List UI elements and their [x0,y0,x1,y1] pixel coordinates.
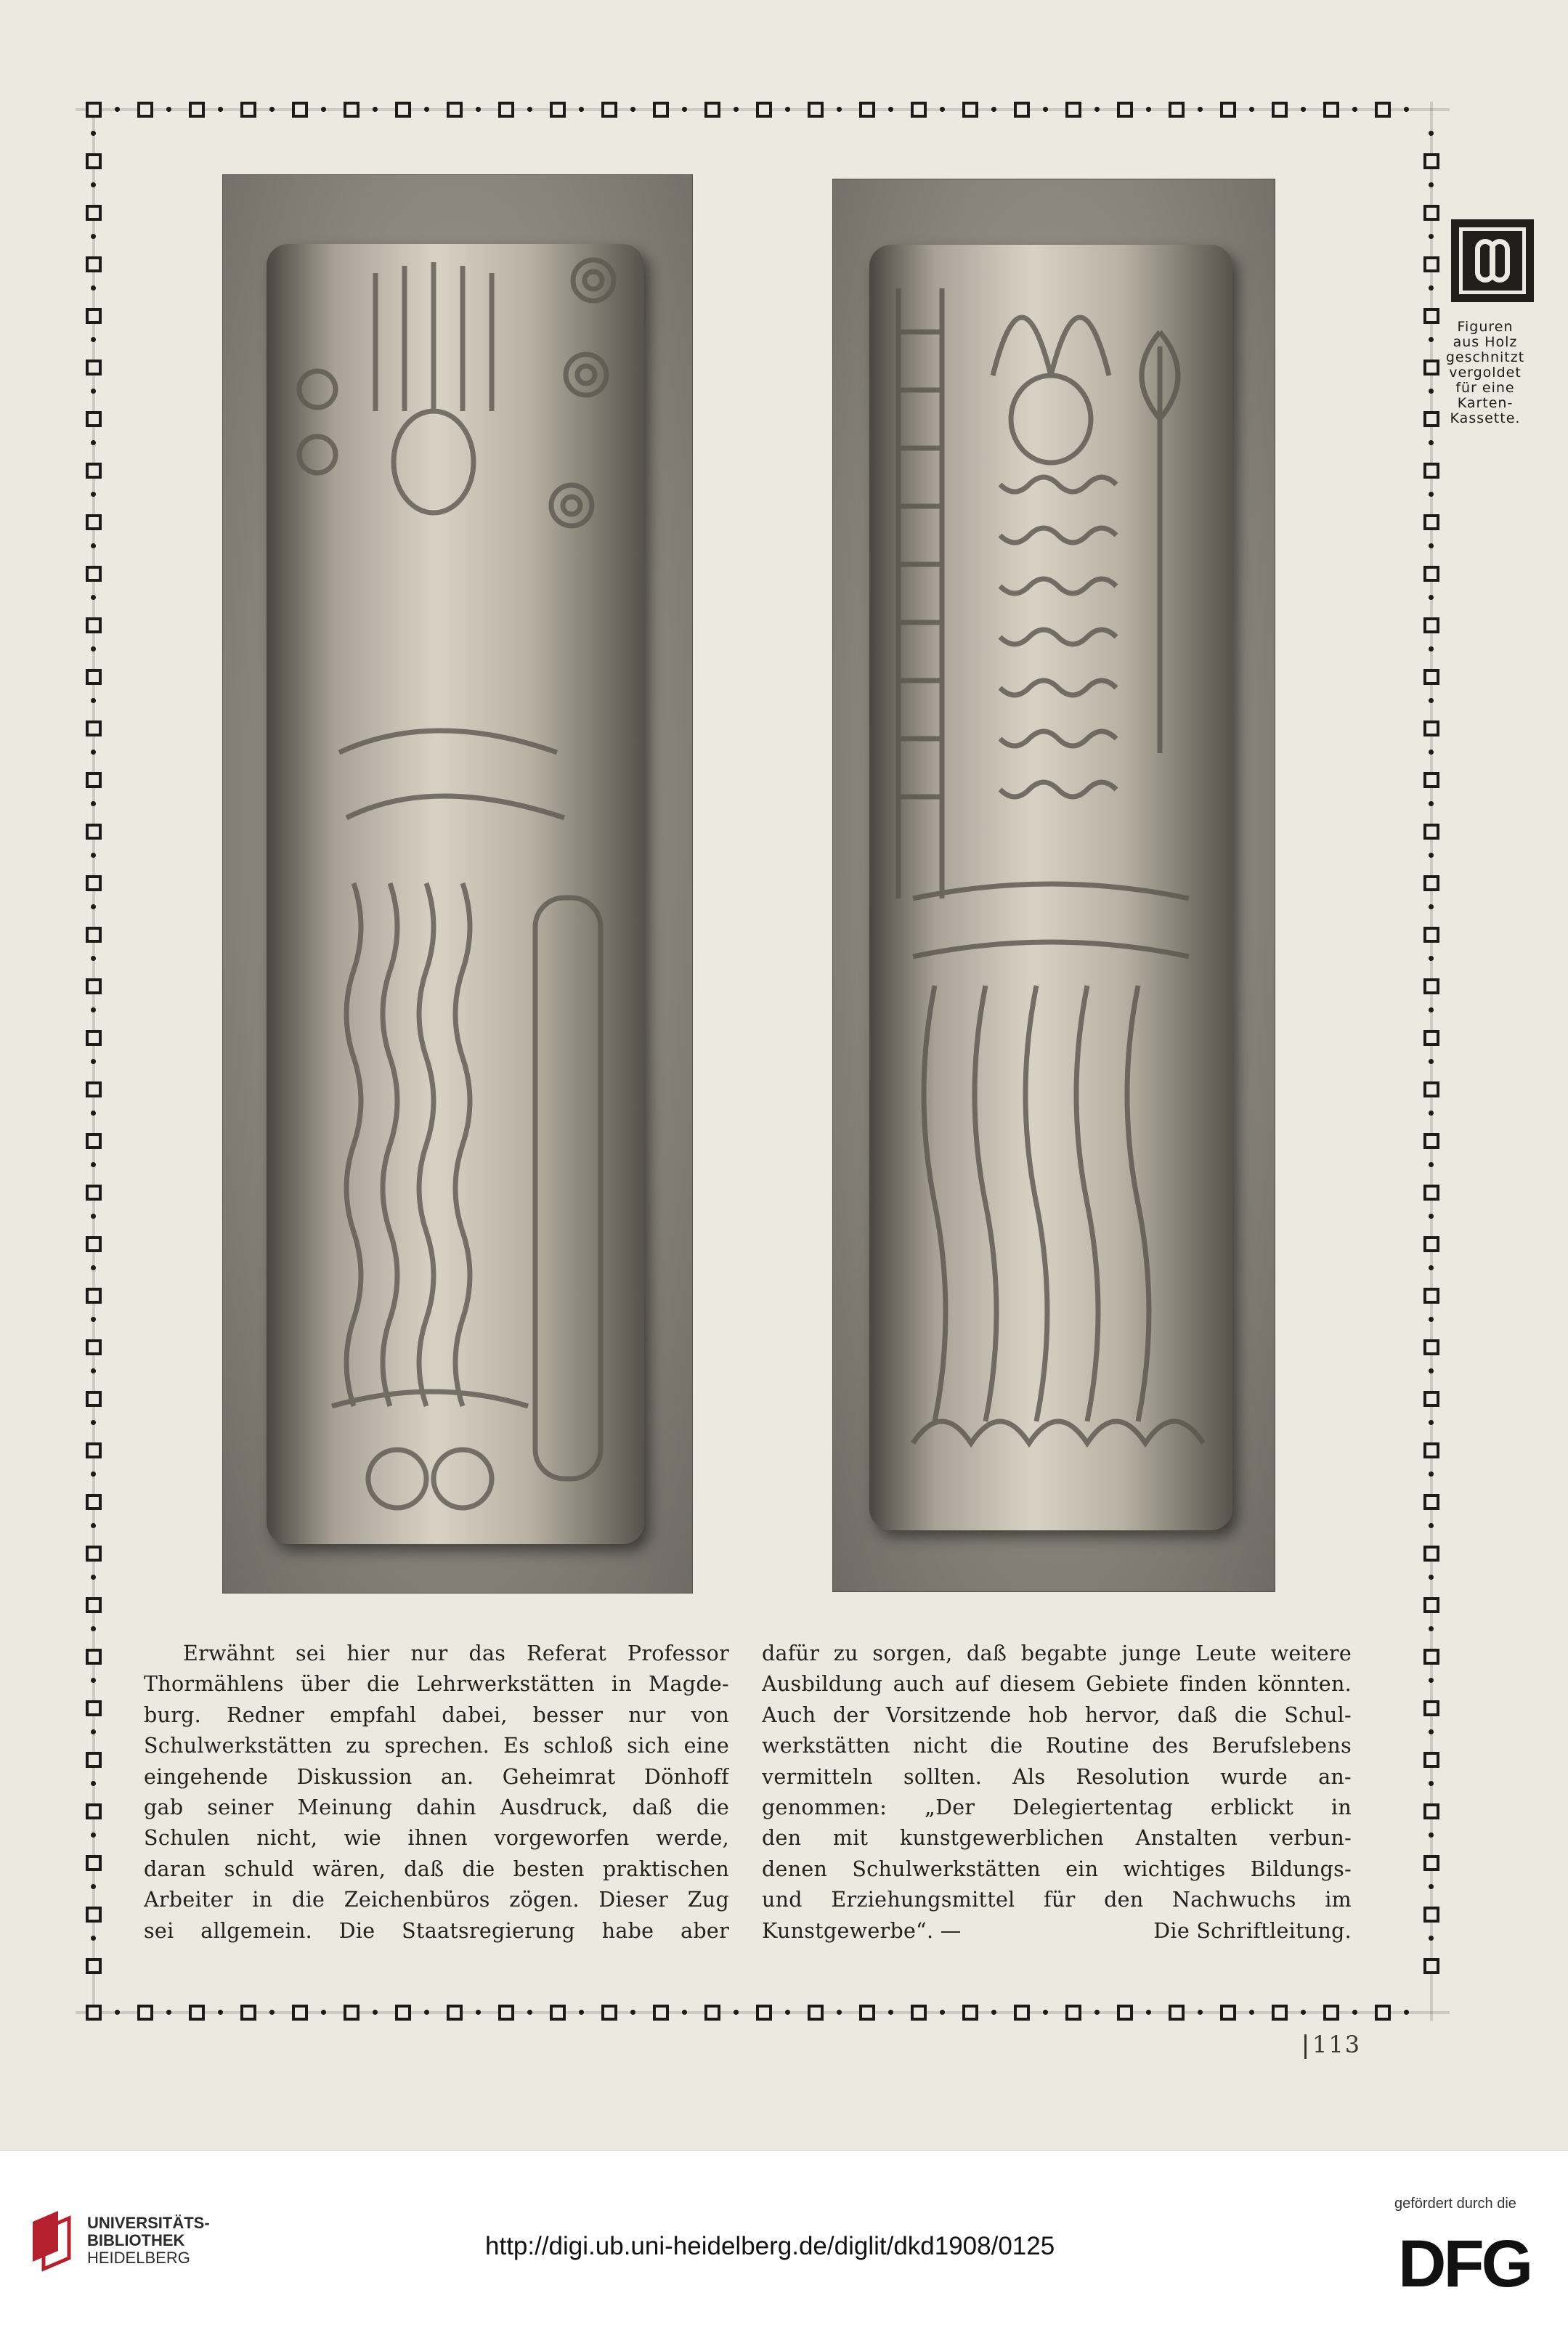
border-dot [1429,1936,1434,1941]
border-square [1423,824,1439,840]
border-dot [1043,107,1048,112]
border-square [498,2005,514,2021]
border-dot [579,2010,584,2015]
border-square [395,102,411,118]
border-dot [1043,2010,1048,2015]
border-square [1423,1391,1439,1407]
border-dot [888,2010,893,2015]
border-dot [91,698,96,703]
border-square [1323,2005,1339,2021]
border-dot [91,1523,96,1528]
border-dot [1301,2010,1306,2015]
border-square [1423,205,1439,221]
photo-left-queen [222,174,693,1594]
border-square [86,1236,102,1252]
border-square [86,1494,102,1510]
text-line: Ausbildung auch auf diesem Gebiete finden könnten. [762,1672,1352,1697]
border-square [704,2005,720,2021]
border-dot [91,131,96,136]
border-square [86,1288,102,1304]
library-name [87,2215,210,2267]
border-dot [91,1162,96,1167]
text-line: vermitteln sollten. Als Resolution wurde an- [762,1764,1352,1789]
border-dot [91,1884,96,1889]
border-square [1323,102,1339,118]
page-number: 113 [1304,2031,1361,2059]
border-square [86,308,102,324]
border-dot [1429,801,1434,806]
border-dot [1429,1523,1434,1528]
border-square [86,463,102,479]
border-dot [1429,1317,1434,1322]
border-square [1423,1700,1439,1716]
king-carving-relief [869,245,1232,1530]
image-caption [1434,320,1536,426]
border-square [86,1855,102,1871]
border-dot [1429,904,1434,909]
border-dot [218,107,223,112]
border-square [86,1907,102,1923]
border-square [808,2005,824,2021]
border-dot [1429,1575,1434,1580]
border-square [86,1597,102,1613]
border-dot [837,107,842,112]
border-dot [91,182,96,187]
digitization-footer [0,2150,1568,2330]
border-dot [91,1368,96,1373]
border-square [137,2005,153,2021]
border-square [1423,978,1439,994]
border-square [189,102,205,118]
library-name-line: BIBLIOTHEK [87,2231,185,2249]
text-line: und Erziehungsmittel für den Nachwuchs im [762,1888,1352,1912]
border-dot [91,389,96,394]
caption-line: für eine [1455,380,1515,396]
caption-line: Figuren [1457,319,1514,335]
library-name-line: HEIDELBERG [87,2249,190,2267]
border-square [498,102,514,118]
border-square [704,102,720,118]
text-line: dafür zu sorgen, daß begabte junge Leute weitere [762,1641,1352,1665]
border-square [86,360,102,376]
border-dot [1429,182,1434,187]
border-dot [91,543,96,548]
border-dot [1429,285,1434,291]
border-square [653,2005,669,2021]
border-square [86,824,102,840]
border-dot [218,2010,223,2015]
border-square [86,875,102,891]
border-square [86,1185,102,1201]
border-square [86,153,102,169]
border-dot [424,107,429,112]
border-dot [91,1111,96,1116]
border-dot [373,107,378,112]
border-dot [91,1575,96,1580]
border-dot [269,107,275,112]
border-square [1423,256,1439,272]
border-square [1423,1236,1439,1252]
border-square [1169,102,1185,118]
border-dot [91,440,96,445]
border-square [1014,102,1030,118]
border-square [86,411,102,427]
border-square [86,720,102,736]
text-line: Thormählens über die Lehrwerkstätten in Magde- [144,1672,729,1697]
border-dot [91,1626,96,1631]
border-dot [91,595,96,600]
border-square [1423,1752,1439,1768]
caption-line: Karten- [1457,395,1514,411]
border-square [1423,463,1439,479]
border-dot [1429,853,1434,858]
border-square [292,102,308,118]
border-square [86,514,102,530]
border-dot [1429,1884,1434,1889]
border-dot [1429,1678,1434,1683]
border-dot [1301,107,1306,112]
border-dot [785,2010,790,2015]
border-dot [91,1472,96,1477]
border-square [447,102,463,118]
border-dot [1429,956,1434,961]
border-square [1423,1803,1439,1819]
text-line: denen Schulwerkstätten ein wichtiges Bildungs- [762,1856,1352,1881]
border-square [1423,1907,1439,1923]
border-square [86,1700,102,1716]
border-dot [1429,389,1434,394]
caption-line: Kassette. [1450,410,1521,426]
border-square [550,102,566,118]
border-square [1014,2005,1030,2021]
border-dot [1429,1214,1434,1219]
border-square [1220,102,1236,118]
border-square [1423,669,1439,685]
border-dot [1429,595,1434,600]
border-dot [91,1265,96,1270]
text-line: gab seiner Meinung dahin Ausdruck, daß die [144,1795,729,1819]
border-dot [1404,2010,1409,2015]
border-square [86,1391,102,1407]
border-square [1375,2005,1391,2021]
border-square [292,2005,308,2021]
border-dot [321,2010,326,2015]
border-dot [527,107,532,112]
text-line: Schulwerkstätten zu sprechen. Es schloß sich eine [144,1734,729,1758]
border-dot [91,904,96,909]
signature: Die Schriftleitung. [1153,1918,1352,1943]
text-column-left [144,1639,729,1947]
dfg-logo: DFG [1398,2227,1531,2301]
border-dot [1429,1729,1434,1734]
border-dot [1429,1059,1434,1064]
border-square [86,978,102,994]
text-line: werkstätten nicht die Routine des Berufslebens [762,1734,1352,1758]
border-dot [1146,107,1151,112]
border-dot [1429,1162,1434,1167]
border-square [1423,566,1439,582]
border-dot [476,2010,481,2015]
border-dot [1198,2010,1203,2015]
border-square [1065,102,1081,118]
border-dot [91,1007,96,1012]
border-dot [579,107,584,112]
border-dot [1429,543,1434,548]
closing-line [762,1916,1352,1947]
border-square [808,102,824,118]
border-square [86,1649,102,1665]
text-column-right [762,1639,1352,1947]
border-square [447,2005,463,2021]
border-dot [91,1678,96,1683]
border-dot [91,1936,96,1941]
border-dot [91,285,96,291]
border-square [86,1030,102,1046]
border-square [1423,1958,1439,1974]
border-square [86,1339,102,1355]
source-url-link[interactable]: http://digi.ub.uni-heidelberg.de/diglit/dkd1908/0125 [485,2232,1055,2260]
border-dot [837,2010,842,2015]
photo-right-king [832,179,1275,1592]
border-square [1423,1030,1439,1046]
border-dot [1429,492,1434,497]
text-line: Schulen nicht, wie ihnen vorgeworfen werde, [144,1826,729,1851]
border-square [1423,617,1439,633]
border-dot [1429,1626,1434,1631]
border-square [1117,2005,1133,2021]
border-dot [940,107,945,112]
border-dot [91,1214,96,1219]
border-dot [734,107,739,112]
university-library-logo-icon [29,2207,73,2273]
border-square [1423,1081,1439,1097]
border-dot [1429,1111,1434,1116]
border-dot [115,2010,120,2015]
border-dot [1146,2010,1151,2015]
border-square [601,2005,617,2021]
text-line: Kunstgewerbe“. — [762,1918,962,1943]
border-dot [91,750,96,755]
border-dot [682,2010,687,2015]
border-square [86,1958,102,1974]
funding-label: gefördert durch die [1394,2196,1516,2212]
border-dot [424,2010,429,2015]
queen-carving-relief [267,244,644,1544]
border-dot [91,801,96,806]
border-dot [1429,337,1434,342]
text-line: Erwähnt sei hier nur das Referat Professor [183,1641,729,1665]
border-square [344,102,359,118]
text-line: eingehende Diskussion an. Geheimrat Dönhoff [144,1764,729,1789]
border-dot [91,1729,96,1734]
border-square [550,2005,566,2021]
border-dot [91,1832,96,1838]
border-square [1423,927,1439,943]
border-square [137,102,153,118]
border-square [1169,2005,1185,2021]
border-dot [1429,1472,1434,1477]
border-square [86,1752,102,1768]
border-square [756,102,772,118]
border-dot [91,853,96,858]
border-square [1423,772,1439,788]
border-dot [373,2010,378,2015]
text-line: den mit kunstgewerblichen Anstalten verbun- [762,1826,1352,1851]
border-dot [1429,1265,1434,1270]
border-dot [269,2010,275,2015]
border-square [240,102,256,118]
border-square [1065,2005,1081,2021]
border-dot [630,2010,635,2015]
border-dot [91,1059,96,1064]
border-square [962,102,978,118]
border-square [86,1546,102,1562]
border-square [86,2005,102,2021]
border-dot [91,956,96,961]
border-dot [91,234,96,239]
border-square [240,2005,256,2021]
border-dot [734,2010,739,2015]
border-dot [166,2010,171,2015]
border-square [86,256,102,272]
border-dot [91,1781,96,1786]
border-square [86,1442,102,1458]
border-square [1423,720,1439,736]
border-square [86,617,102,633]
border-square [859,102,875,118]
border-square [86,205,102,221]
border-dot [1429,1007,1434,1012]
border-dot [1352,2010,1357,2015]
publisher-monogram-icon [1451,219,1534,302]
border-dot [1429,1420,1434,1425]
border-dot [1249,107,1254,112]
caption-line: geschnitzt [1445,349,1525,365]
border-square [1423,1855,1439,1871]
border-square [1423,1133,1439,1149]
border-dot [1249,2010,1254,2015]
caption-line: aus Holz [1453,334,1518,350]
border-square [911,2005,927,2021]
border-square [86,566,102,582]
border-square [1423,875,1439,891]
border-square [1423,1546,1439,1562]
border-dot [991,2010,996,2015]
border-dot [91,1317,96,1322]
border-square [1272,102,1288,118]
border-square [1272,2005,1288,2021]
border-dot [115,107,120,112]
border-dot [1429,1368,1434,1373]
border-dot [91,646,96,651]
border-dot [991,107,996,112]
border-square [86,1803,102,1819]
border-dot [321,107,326,112]
border-square [86,1133,102,1149]
border-square [1423,514,1439,530]
border-square [86,1081,102,1097]
border-dot [785,107,790,112]
border-dot [1352,107,1357,112]
border-square [189,2005,205,2021]
border-dot [1429,750,1434,755]
border-dot [1094,107,1100,112]
border-dot [91,492,96,497]
border-square [1423,153,1439,169]
border-square [756,2005,772,2021]
text-line: Auch der Vorsitzende hob hervor, daß die Schul- [762,1702,1352,1727]
border-square [1423,1185,1439,1201]
border-square [1220,2005,1236,2021]
border-dot [476,107,481,112]
border-dot [1429,440,1434,445]
border-dot [1198,107,1203,112]
border-square [86,927,102,943]
border-square [653,102,669,118]
text-line: genommen: „Der Delegiertentag erblickt in [762,1795,1352,1819]
border-dot [1429,1781,1434,1786]
border-square [1423,1649,1439,1665]
border-square [1423,1339,1439,1355]
border-square [1423,1494,1439,1510]
library-name-line: UNIVERSITÄTS- [87,2214,210,2232]
border-dot [91,1420,96,1425]
border-square [1423,1597,1439,1613]
caption-line: vergoldet [1449,365,1522,381]
text-line: daran schuld wären, daß die besten praktischen [144,1856,729,1881]
text-line: Arbeiter in die Zeichenbüros zögen. Dieser Zug [144,1888,729,1912]
border-dot [940,2010,945,2015]
border-square [86,669,102,685]
text-line: burg. Redner empfahl dabei, besser nur von [144,1702,729,1727]
border-dot [682,107,687,112]
border-square [1375,102,1391,118]
border-dot [888,107,893,112]
border-dot [630,107,635,112]
border-square [911,102,927,118]
border-dot [1429,131,1434,136]
border-dot [1429,234,1434,239]
border-square [344,2005,359,2021]
border-dot [1404,107,1409,112]
border-dot [166,107,171,112]
border-square [962,2005,978,2021]
border-square [859,2005,875,2021]
border-dot [527,2010,532,2015]
border-square [1423,1442,1439,1458]
border-dot [1429,646,1434,651]
border-square [86,772,102,788]
border-square [395,2005,411,2021]
border-square [1117,102,1133,118]
border-dot [91,337,96,342]
border-dot [1094,2010,1100,2015]
text-line: sei allgemein. Die Staatsregierung habe aber [144,1918,729,1943]
border-square [1423,1288,1439,1304]
border-square [86,102,102,118]
border-dot [1429,1832,1434,1838]
border-square [601,102,617,118]
border-dot [1429,698,1434,703]
